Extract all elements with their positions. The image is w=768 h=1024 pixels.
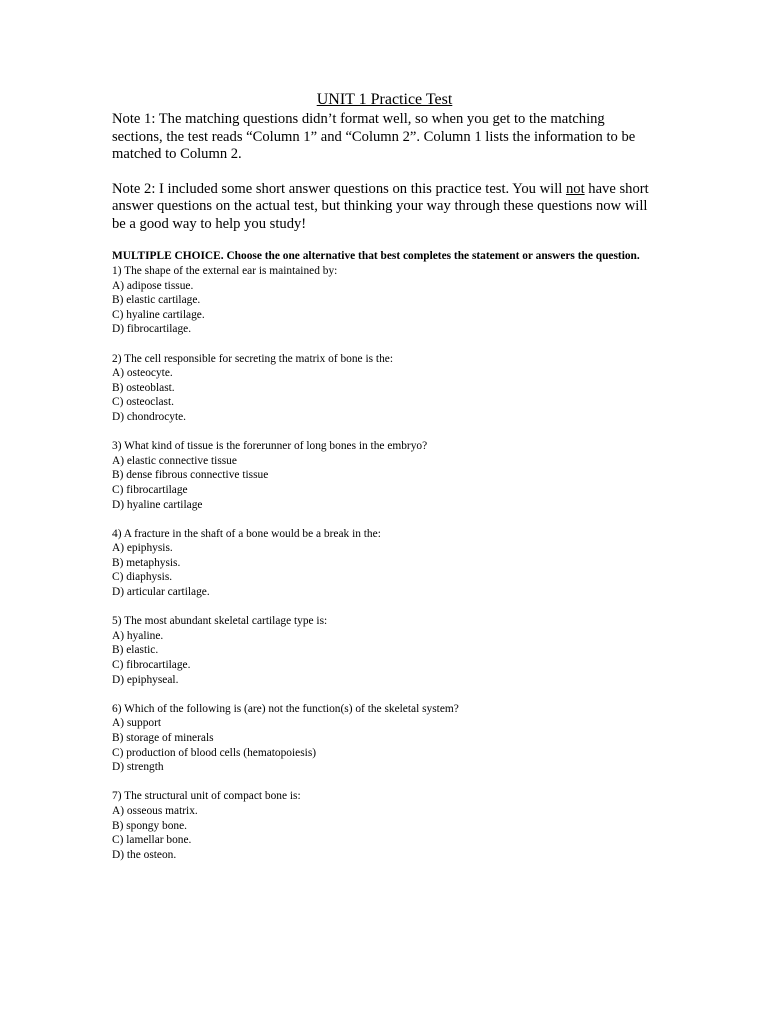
answer-option-c: C) osteoclast. xyxy=(112,396,175,409)
question-stem: 1) The shape of the external ear is maintained by: xyxy=(112,265,338,277)
answer-option-a: A) support xyxy=(112,717,162,730)
question-2 xyxy=(112,352,657,425)
answer-option-c: C) hyaline cartilage. xyxy=(112,308,205,321)
answer-option-c: C) diaphysis. xyxy=(112,571,173,584)
answer-option-d: D) strength xyxy=(112,761,164,774)
answer-option-d: D) epiphyseal. xyxy=(112,673,179,686)
question-stem: 2) The cell responsible for secreting the matrix of bone is the: xyxy=(112,352,393,365)
answer-option-a: A) epiphysis. xyxy=(112,542,173,555)
multiple-choice-heading: MULTIPLE CHOICE. Choose the one alternative that best completes the statement or answers the question. xyxy=(112,250,640,262)
answer-option-b: B) metaphysis. xyxy=(112,556,181,569)
answer-option-a: A) osseous matrix. xyxy=(112,804,198,817)
answer-option-c: C) lamellar bone. xyxy=(112,834,192,847)
question-6 xyxy=(112,702,657,775)
answer-option-a: A) hyaline. xyxy=(112,629,164,642)
answer-option-d: D) the osteon. xyxy=(112,848,177,861)
question-stem: 6) Which of the following is (are) not the function(s) of the skeletal system? xyxy=(112,702,459,715)
answer-option-b: B) storage of minerals xyxy=(112,732,214,744)
answer-option-b: B) dense fibrous connective tissue xyxy=(112,469,269,482)
question-list xyxy=(112,264,657,862)
question-stem: 5) The most abundant skeletal cartilage type is: xyxy=(112,615,328,628)
question-stem: 7) The structural unit of compact bone is: xyxy=(112,790,301,803)
answer-option-c: C) production of blood cells (hematopoiesis) xyxy=(112,746,317,759)
question-stem: 4) A fracture in the shaft of a bone would be a break in the: xyxy=(112,527,381,540)
question-4 xyxy=(112,527,657,600)
document-page xyxy=(112,90,657,877)
note-1: Note 1: The matching questions didn’t format well, so when you get to the matching sections, the test reads “Column 1” and “Column 2”. Column 1 lists the information to be matched to Column 2. xyxy=(112,111,636,162)
answer-option-a: A) osteocyte. xyxy=(112,367,173,380)
page-title: UNIT 1 Practice Test xyxy=(316,91,453,108)
answer-option-a: A) adipose tissue. xyxy=(112,279,194,292)
answer-option-d: D) articular cartilage. xyxy=(112,586,210,599)
answer-option-b: B) osteoblast. xyxy=(112,381,175,394)
answer-option-a: A) elastic connective tissue xyxy=(112,454,237,467)
note-2 xyxy=(112,181,657,234)
answer-option-b: B) elastic. xyxy=(112,644,159,657)
note-2-before: Note 2: I included some short answer questions on this practice test. You will xyxy=(112,180,566,197)
question-stem: 3) What kind of tissue is the forerunner of long bones in the embryo? xyxy=(112,440,428,453)
question-7 xyxy=(112,789,657,862)
question-5 xyxy=(112,614,657,687)
answer-option-c: C) fibrocartilage xyxy=(112,483,188,496)
note-2-emphasis: not xyxy=(565,180,585,197)
question-3 xyxy=(112,439,657,512)
answer-option-b: B) elastic cartilage. xyxy=(112,294,201,307)
answer-option-c: C) fibrocartilage. xyxy=(112,659,191,672)
note-2-after: have short answer questions on the actual test, but thinking your way through these questions now will be a good way to help you study! xyxy=(112,180,649,232)
question-1 xyxy=(112,264,657,337)
answer-option-b: B) spongy bone. xyxy=(112,819,187,832)
answer-option-d: D) hyaline cartilage xyxy=(112,498,203,511)
answer-option-d: D) chondrocyte. xyxy=(112,410,187,423)
answer-option-d: D) fibrocartilage. xyxy=(112,323,192,336)
